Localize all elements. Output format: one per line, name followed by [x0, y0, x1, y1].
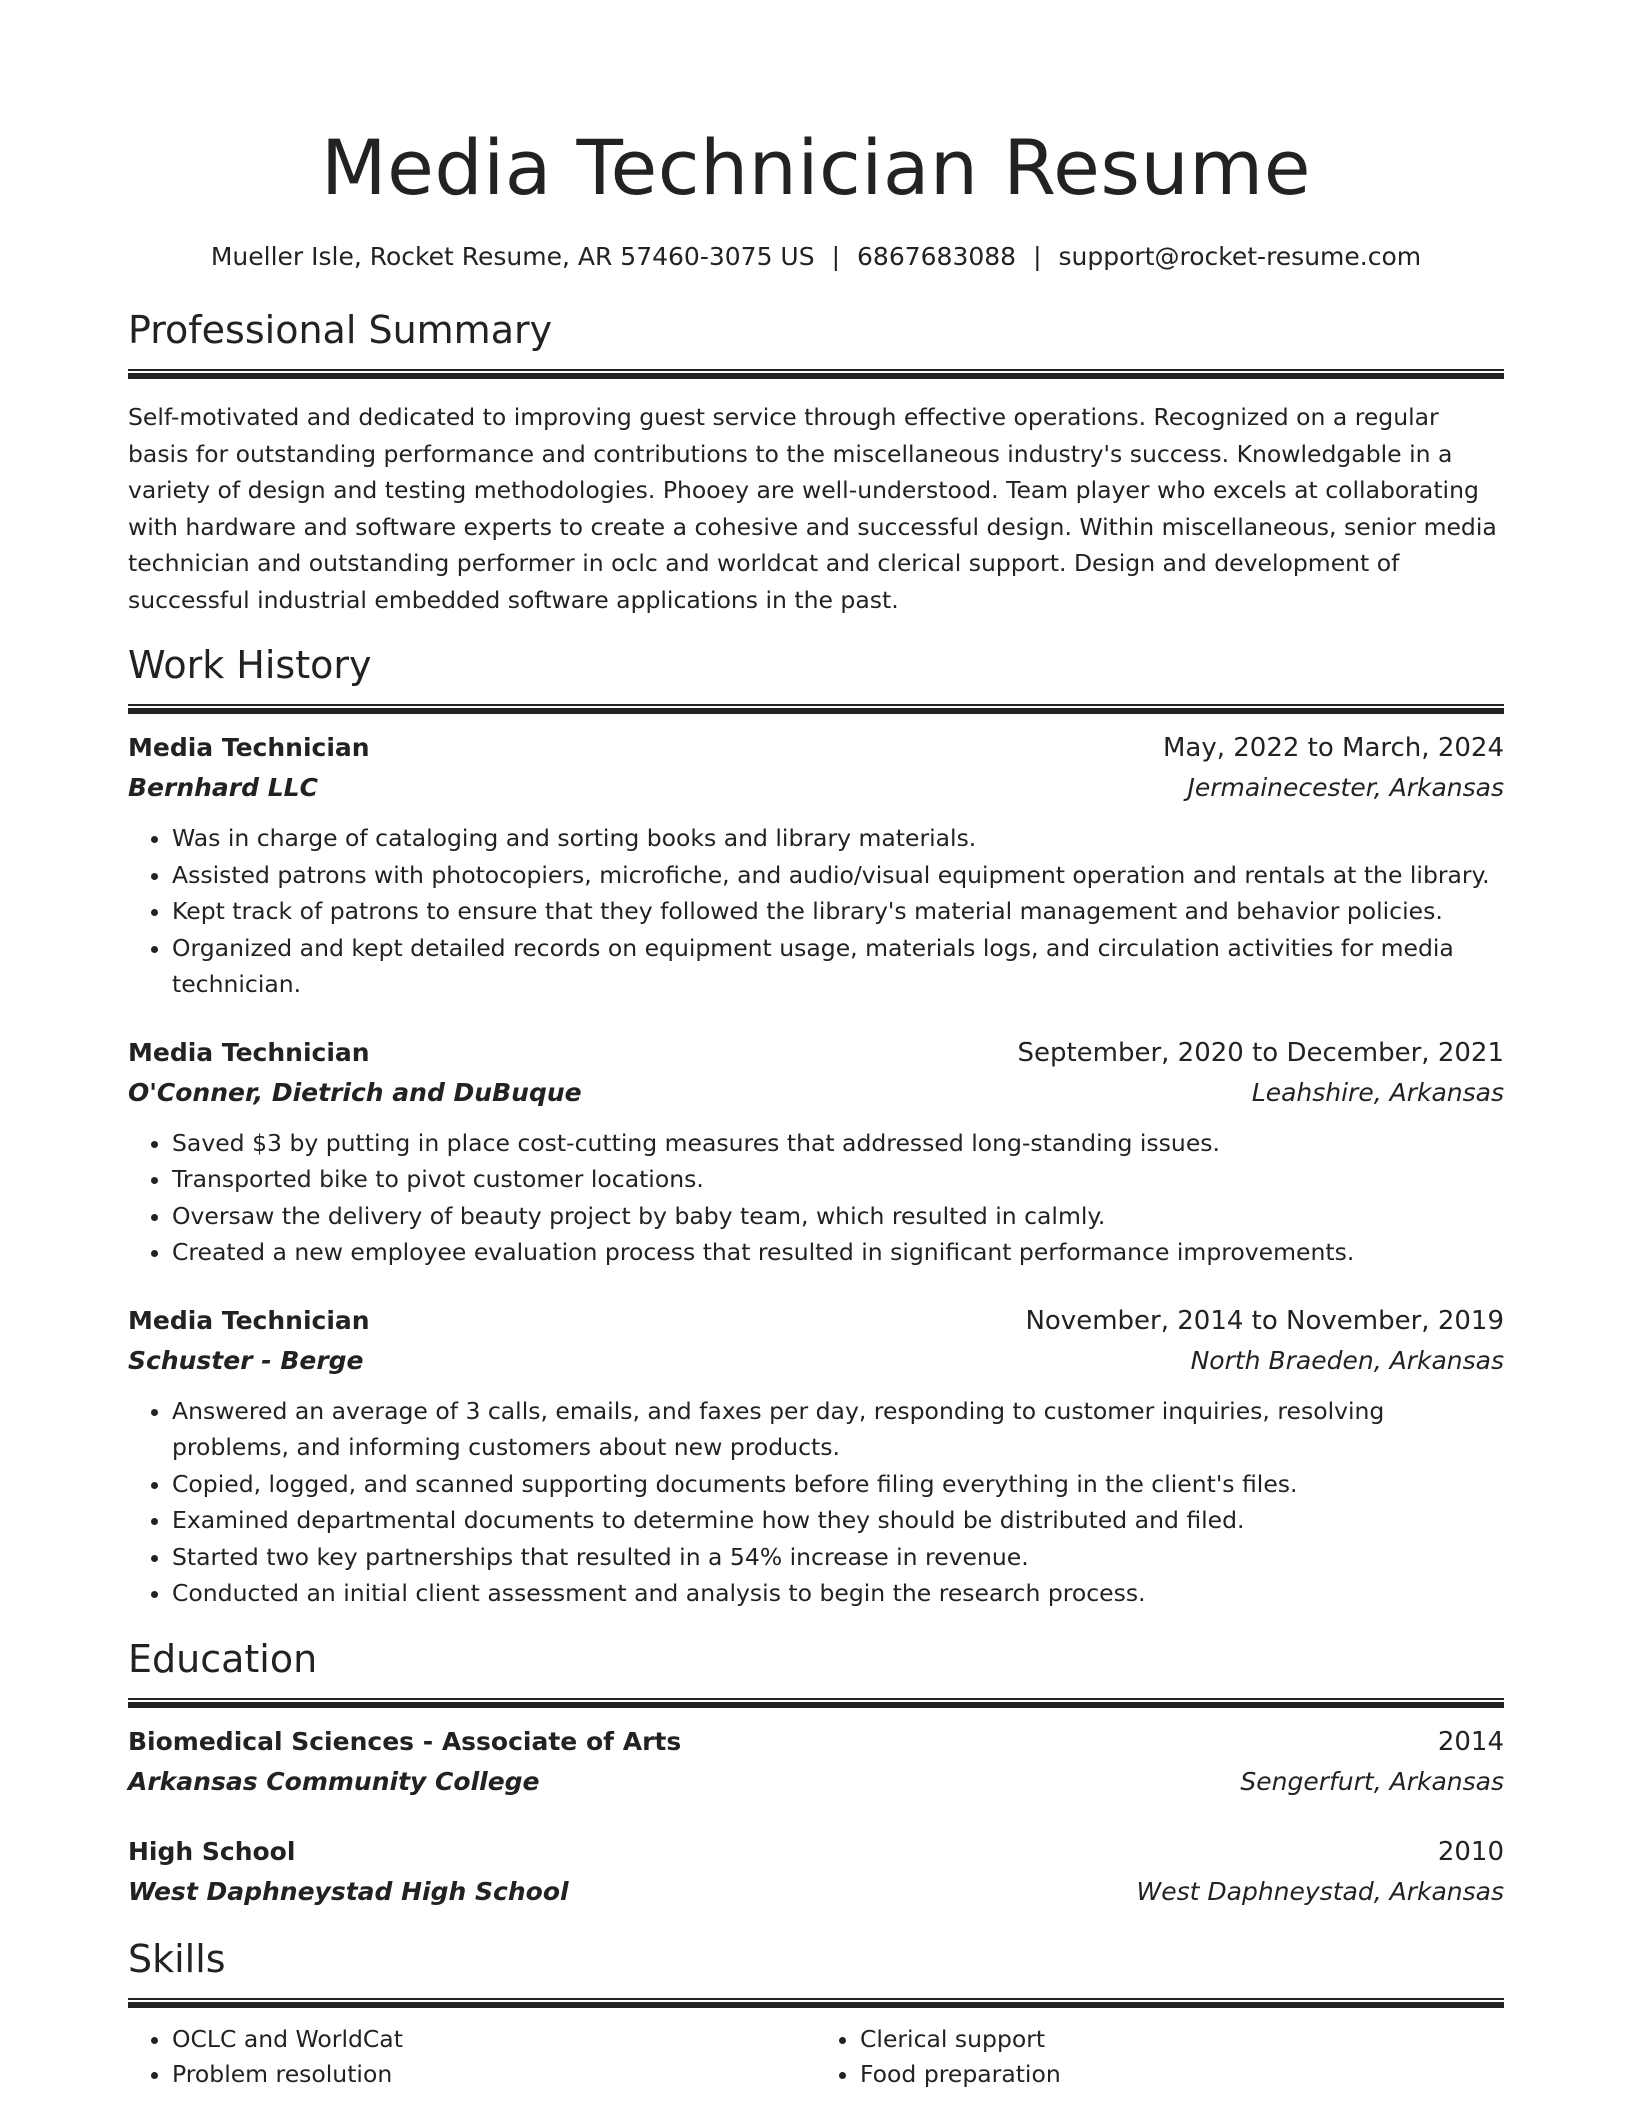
list-item: • Answered an average of 3 calls, emails, and faxes per day, responding to customer inquiries, resolving problems, and informing customers about new products. [172, 1393, 1504, 1466]
job-bullets [128, 820, 1504, 1003]
job-header-row [128, 1033, 1504, 1073]
skills-grid [128, 2008, 1504, 2092]
skills-section [128, 1934, 1504, 2092]
education-degree: High School [128, 1836, 296, 1866]
job-dates: May, 2022 to March, 2024 [1162, 733, 1504, 763]
job-title: Media Technician [128, 733, 370, 762]
education-location: West Daphneystad, Arkansas [1136, 1876, 1504, 1906]
section-heading-work-history: Work History [128, 643, 372, 687]
skill-item: • Food preparation [860, 2057, 1504, 2092]
work-history-section [128, 640, 1504, 1612]
job-company-row [128, 768, 1504, 808]
job-header-row [128, 728, 1504, 768]
section-divider [128, 369, 1504, 379]
list-item: • Assisted patrons with photocopiers, microfiche, and audio/visual equipment operation and rentals at the library. [172, 857, 1504, 894]
job-company-row [128, 1341, 1504, 1381]
education-entry [128, 1832, 1504, 1912]
contact-address: Mueller Isle, Rocket Resume, AR 57460-3075 US [210, 242, 815, 271]
section-heading-summary: Professional Summary [128, 308, 553, 352]
job-company: Schuster - Berge [128, 1345, 364, 1375]
skill-item: • Clerical support [860, 2022, 1504, 2057]
job-entry [128, 1033, 1504, 1271]
list-item: • Conducted an initial client assessment and analysis to begin the research process. [172, 1575, 1504, 1612]
section-divider [128, 1998, 1504, 2008]
job-entry [128, 728, 1504, 1003]
skill-item: • OCLC and WorldCat [172, 2022, 816, 2057]
skills-column-right [816, 2022, 1504, 2092]
summary-text: Self-motivated and dedicated to improving guest service through effective operations. Recognized on a regular basis for outstanding performance and contributions to the miscellaneous industry's success. Knowledgable in a variety of design and testing methodologies. Phooey are well-understood. Team player who excels at collaborating with hardware and software experts to create a cohesive and successful design. Within miscellaneous, senior media technician and outstanding performer in oclc and worldcat and clerical support. Design and development of successful industrial embedded software applications in the past. [128, 403, 1497, 614]
education-header-row [128, 1832, 1504, 1872]
summary-section [128, 305, 1504, 618]
job-company: O'Conner, Dietrich and DuBuque [128, 1077, 582, 1107]
contact-line [128, 240, 1504, 274]
section-divider [128, 1698, 1504, 1708]
job-bullets [128, 1125, 1504, 1271]
resume-title: Media Technician Resume [321, 123, 1311, 212]
job-location: North Braeden, Arkansas [1190, 1345, 1504, 1375]
list-item: • Examined departmental documents to determine how they should be distributed and filed. [172, 1502, 1504, 1539]
education-location: Sengerfurt, Arkansas [1240, 1766, 1504, 1796]
contact-email: support@rocket-resume.com [1058, 242, 1422, 271]
job-location: Jermainecester, Arkansas [1187, 773, 1504, 802]
contact-separator: | [1033, 242, 1042, 271]
education-school-row [128, 1872, 1504, 1912]
education-header-row [128, 1722, 1504, 1762]
skill-item: • Problem resolution [172, 2057, 816, 2092]
education-entry [128, 1722, 1504, 1802]
job-header-row [128, 1301, 1504, 1341]
list-item: • Saved $3 by putting in place cost-cutting measures that addressed long-standing issues. [172, 1125, 1504, 1162]
list-item: • Transported bike to pivot customer locations. [172, 1161, 1504, 1198]
education-school: Arkansas Community College [128, 1766, 540, 1796]
section-divider [128, 704, 1504, 714]
education-section [128, 1634, 1504, 1912]
list-item: • Started two key partnerships that resulted in a 54% increase in revenue. [172, 1539, 1504, 1576]
education-year: 2014 [1437, 1726, 1504, 1757]
job-title: Media Technician [128, 1305, 370, 1335]
job-bullets [128, 1393, 1504, 1612]
job-title: Media Technician [128, 1037, 370, 1067]
list-item: • Created a new employee evaluation process that resulted in significant performance improvements. [172, 1234, 1504, 1271]
list-item: • Oversaw the delivery of beauty project by baby team, which resulted in calmly. [172, 1198, 1504, 1235]
job-location: Leahshire, Arkansas [1251, 1077, 1504, 1107]
section-heading-education: Education [128, 1636, 318, 1681]
section-heading-skills: Skills [128, 1936, 226, 1981]
education-school: West Daphneystad High School [128, 1876, 569, 1906]
education-degree: Biomedical Sciences - Associate of Arts [128, 1726, 682, 1756]
education-year: 2010 [1437, 1836, 1504, 1867]
education-school-row [128, 1762, 1504, 1802]
job-entry [128, 1301, 1504, 1612]
skills-column-left [128, 2022, 816, 2092]
list-item: • Was in charge of cataloging and sorting books and library materials. [172, 820, 1504, 857]
job-company-row [128, 1073, 1504, 1113]
list-item: • Kept track of patrons to ensure that they followed the library's material management and behavior policies. [172, 893, 1504, 930]
contact-phone: 6867683088 [857, 242, 1017, 271]
job-dates: September, 2020 to December, 2021 [1017, 1037, 1504, 1068]
contact-separator: | [831, 242, 841, 271]
job-dates: November, 2014 to November, 2019 [1025, 1305, 1504, 1336]
list-item: • Organized and kept detailed records on equipment usage, materials logs, and circulation activities for media technician. [172, 930, 1504, 1003]
list-item: • Copied, logged, and scanned supporting documents before filing everything in the client's files. [172, 1466, 1504, 1503]
job-company: Bernhard LLC [128, 773, 318, 802]
